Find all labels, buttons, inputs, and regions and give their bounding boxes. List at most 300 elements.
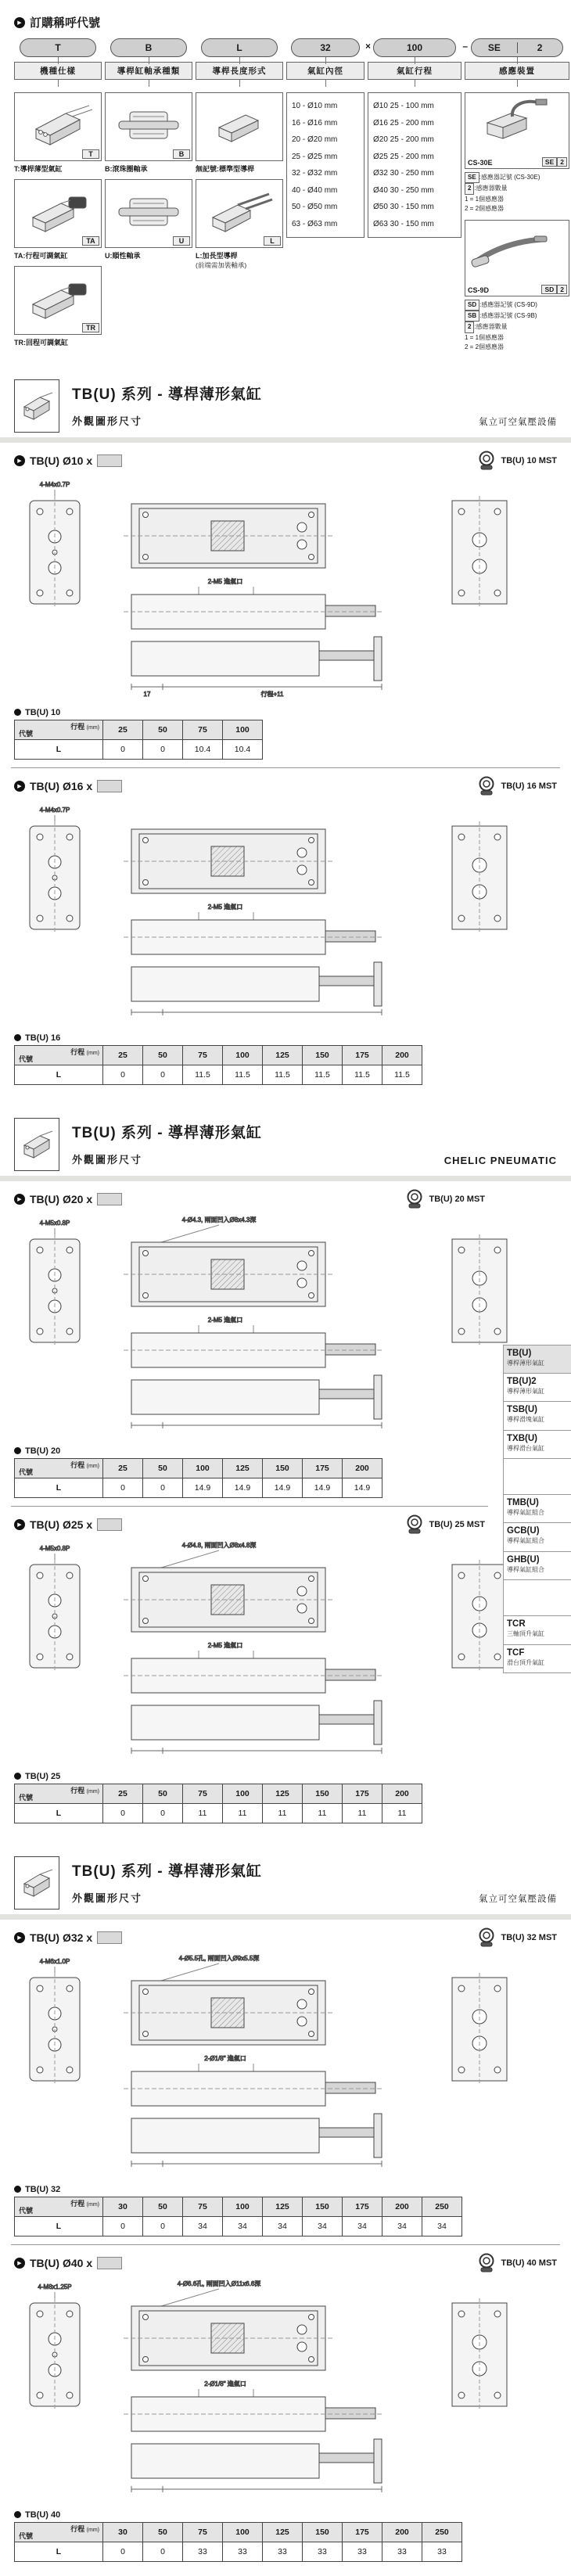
stroke-header-cell: 150 [303,1784,343,1803]
sidebar-spacer [504,1579,571,1615]
bearing-icon [113,188,185,240]
option-list-item: Ø16 25 - 200 mm [373,118,434,128]
option-list-item: Ø50 30 - 150 mm [373,203,434,211]
stroke-header-cell: 75 [183,2522,223,2542]
value-cell: 11 [183,1803,223,1823]
dimension-drawing [14,472,557,699]
option-image-box [14,92,102,161]
svg-text:4-M4x0.7P: 4-M4x0.7P [39,480,70,488]
sensor-note-line: 1 = 1個感應器 [465,333,505,341]
table-title-label: TB(U) 16 [25,1033,61,1043]
option-tag: B [173,149,190,159]
table-title-label: TB(U) 20 [25,1446,61,1456]
value-cell: 33 [263,2542,303,2561]
size-heading-label: TB(U) Ø32 x [30,1931,93,1944]
connector-line [325,80,326,87]
stroke-header-cell: 100 [223,1784,263,1803]
option-caption: T:導桿薄型氣缸 [14,165,63,173]
sidebar-tab-code: TB(U)2 [507,1376,537,1386]
table-header-row [15,1045,422,1065]
stroke-header-cell: 75 [183,720,223,739]
stroke-header-cell: 75 [183,1784,223,1803]
diag-bottom-label: 代號 [19,1793,34,1802]
stroke-header-cell: 30 [103,2197,143,2216]
order-pill-wrap [368,38,468,62]
row-label-cell: L [15,2216,103,2236]
sidebar-tab-code: GHB(U) [507,1554,540,1565]
sensor-tag: SD 2 [541,285,567,294]
section-bullet-icon: ▶ [14,1519,25,1530]
page-subtitle: 外觀圖形尺寸 [72,1153,143,1166]
table-header-row [15,1784,422,1803]
stroke-header-cell: 50 [143,1458,183,1478]
order-code-pill: B [110,38,187,57]
sensor-note-key: SD [465,300,479,311]
value-cell: 33 [183,2542,223,2561]
sidebar-tab-desc: 滑台頂升氣缸 [507,1658,544,1666]
value-cell: 0 [103,2216,143,2236]
diag-top-label: 行程 (mm) [70,1047,99,1056]
table-header-diagonal [15,1045,103,1065]
table-header-row [15,1458,382,1478]
stroke-header-cell: 50 [143,2522,183,2542]
page-corner-text: 氣立可空氣壓設備 [479,417,557,427]
option-list [286,92,365,238]
table-title [14,708,557,717]
value-cell: 0 [143,1478,183,1497]
sidebar-tab-tsbu [504,1401,571,1429]
stroke-header-cell: 150 [303,2197,343,2216]
cylinder-adjust-icon [22,275,94,327]
table-value-row [15,1478,382,1497]
sidebar-tab-desc: 導桿氣缸組合 [507,1509,544,1517]
stroke-header-cell: 125 [263,1784,303,1803]
svg-text:17: 17 [143,690,151,698]
sensor-mount-badge [404,1514,486,1535]
option-tag: TR [82,323,99,332]
sensor-mount-icon [476,2253,497,2273]
value-cell: 11 [343,1803,382,1823]
stroke-header-cell: 50 [143,1045,183,1065]
series-thumbnail-icon [20,1125,54,1164]
sensor-notes [465,172,569,214]
sidebar-tab-tbu2 [504,1373,571,1401]
diag-top-label: 行程 (mm) [70,1786,99,1795]
section-divider [11,2244,560,2245]
sensor-mount-badge [404,1189,486,1209]
sensor-model-label: CS-30E [468,159,493,167]
value-cell: 11.5 [343,1065,382,1084]
dimension-drawing [14,798,557,1025]
sidebar-tab-gcbu [504,1522,571,1550]
table-value-row [15,1803,422,1823]
table-title [14,2510,557,2520]
page-main [14,451,557,1085]
value-cell: 34 [382,2216,422,2236]
size-heading-label: TB(U) Ø20 x [30,1192,93,1205]
stroke-header-cell: 200 [382,2197,422,2216]
sensor-mount-badge-label: TB(U) 16 MST [501,781,557,791]
page-subtitle: 外觀圖形尺寸 [72,1892,143,1904]
stroke-header-cell: 150 [303,2522,343,2542]
section-divider [11,767,560,768]
order-pill-wrap [286,38,371,62]
sidebar-tab-desc: 導桿氣缸組合 [507,1537,544,1545]
page-header-titles [72,1856,262,1905]
svg-text:4-M5x0.8P: 4-M5x0.8P [39,1544,70,1552]
option-list-item: Ø40 30 - 250 mm [373,185,434,195]
sensor-mount-badge-label: TB(U) 32 MST [501,1932,557,1942]
table-bullet-icon [14,1773,21,1780]
value-cell: 34 [422,2216,462,2236]
option-list-item: 63 - Ø63 mm [292,219,338,228]
option-tag: U [173,236,190,246]
option-list-item: 16 - Ø16 mm [292,118,338,128]
value-cell: 0 [103,1065,143,1084]
diag-top-label: 行程 (mm) [70,2199,99,2208]
row-label-cell: L [15,2542,103,2561]
sensor-mount-badge-label: TB(U) 40 MST [501,2258,557,2268]
value-cell: 10.4 [183,739,223,759]
table-value-row [15,2216,462,2236]
series-thumbnail-icon [20,386,54,426]
sensor-note-line: 2 :感應器數量 [465,183,569,194]
dimension-drawing [14,1211,557,1438]
value-cell: 33 [223,2542,263,2561]
sensor-note-line: SB :感應器記號 (CS-9B) [465,311,569,322]
sidebar-tab-desc: 導桿薄形氣缸 [507,1359,544,1367]
stroke-header-cell: 25 [103,1784,143,1803]
svg-text:4-Ø5.5孔, 兩面凹入Ø9x5.5深: 4-Ø5.5孔, 兩面凹入Ø9x5.5深 [178,1954,260,1962]
order-code-section [0,0,571,361]
page-header [14,1118,557,1171]
value-cell: 11.5 [382,1065,422,1084]
page-header-icon-box [14,1118,59,1171]
svg-text:2-M5 進氣口: 2-M5 進氣口 [207,1316,243,1324]
sensor-image-box [465,220,569,296]
table-value-row [15,1065,422,1084]
sensor-mount-icon [476,1928,497,1948]
sensor-mount-badge-label: TB(U) 25 MST [429,1519,485,1529]
sensor-notes [465,300,569,353]
diag-bottom-label: 代號 [19,2531,34,2540]
stroke-placeholder-box [97,1931,122,1944]
table-title-label: TB(U) 10 [25,707,61,717]
sensor-note-line: SD :感應器記號 (CS-9D) [465,300,569,311]
page-header-titles [72,379,262,428]
option-list-item: 40 - Ø40 mm [292,185,338,195]
series-page-3 [0,1838,571,2576]
stroke-header-cell: 250 [422,2197,462,2216]
section-bullet-icon: ▶ [14,17,25,28]
stroke-header-cell: 50 [143,720,183,739]
size-heading-label: TB(U) Ø25 x [30,1518,93,1531]
stroke-header-cell: 25 [103,1458,143,1478]
size-section-heading [14,1514,485,1535]
drawing-area [14,798,557,1029]
sidebar-tab-txbu [504,1430,571,1458]
order-pill-wrap [105,38,192,62]
sensor-mount-icon [476,776,497,796]
series-pages [0,361,571,2576]
option-image-box [14,266,102,335]
table-title-label: TB(U) 40 [25,2510,61,2520]
stroke-header-cell: 100 [183,1458,223,1478]
option-caption: TR:回程可調氣缸 [14,339,68,347]
value-cell: 11.5 [183,1065,223,1084]
dimension-table [14,1458,382,1498]
section-bullet-icon: ▶ [14,781,25,792]
sidebar-tab-code: TCR [507,1619,526,1629]
diag-bottom-label: 代號 [19,1468,34,1476]
page-main [14,1189,557,1823]
field-label: 導桿長度形式 [196,62,283,80]
option-image-box [14,179,102,248]
value-cell: 10.4 [223,739,263,759]
table-title-label: TB(U) 25 [25,1771,61,1781]
dimension-drawing [14,2275,557,2502]
row-label-cell: L [15,1065,103,1084]
field-label: 氣缸行程 [368,62,461,80]
order-pill-wrap [196,38,283,62]
value-cell: 14.9 [303,1478,343,1497]
sidebar-tab-code: GCB(U) [507,1526,540,1536]
sidebar-tab-tbu [504,1345,571,1373]
row-label-cell: L [15,1803,103,1823]
order-pill-wrap [14,38,102,62]
stroke-placeholder-box [97,1193,122,1205]
series-page-1 [0,361,571,1099]
table-title-label: TB(U) 32 [25,2184,61,2194]
table-title [14,1772,485,1781]
svg-text:4-M8x1.25P: 4-M8x1.25P [38,2283,72,2290]
stroke-header-cell: 25 [103,720,143,739]
stroke-header-cell: 175 [343,2197,382,2216]
section-bullet-icon: ▶ [14,455,25,466]
value-cell: 11 [263,1803,303,1823]
value-cell: 14.9 [263,1478,303,1497]
option-tag: L [264,236,281,246]
page-title: TB(U) 系列 - 導桿薄形氣缸 [72,386,262,403]
option-list-item: 50 - Ø50 mm [292,203,338,211]
rod-standard-icon [203,101,275,153]
stroke-header-cell: 125 [263,2522,303,2542]
option-list-item: Ø25 25 - 200 mm [373,152,434,161]
value-cell: 11.5 [223,1065,263,1084]
option-list-item: 32 - Ø32 mm [292,169,338,178]
sensor-cs30e-icon [465,138,551,151]
dimension-table [14,720,263,760]
option-list-item: Ø20 25 - 200 mm [373,135,434,144]
value-cell: 14.9 [223,1478,263,1497]
value-cell: 0 [143,1065,183,1084]
order-column-6 [465,62,569,357]
stroke-placeholder-box [97,454,122,467]
series-page-2 [0,1099,571,1838]
sensor-mount-icon [476,451,497,471]
sensor-image-box [465,92,569,169]
stroke-header-cell: 125 [263,1045,303,1065]
field-label: 氣缸內徑 [286,62,365,80]
value-cell: 0 [103,1478,143,1497]
connector-line [58,80,59,87]
page-corner-text: 氣立可空氣壓設備 [479,1894,557,1904]
stroke-header-cell: 125 [223,1458,263,1478]
order-pill-wrap [465,38,569,62]
cylinder-iso-icon [22,101,94,153]
sensor-note-key: SB [465,311,479,322]
table-bullet-icon [14,709,21,716]
section-bullet-icon: ▶ [14,1932,25,1943]
value-cell: 11.5 [303,1065,343,1084]
table-value-row [15,739,263,759]
table-header-row [15,2197,462,2216]
value-cell: 0 [103,1803,143,1823]
value-cell: 33 [343,2542,382,2561]
page-header-icon-box [14,379,59,433]
table-bullet-icon [14,1034,21,1041]
sensor-mount-badge-label: TB(U) 10 MST [501,455,557,465]
table-bullet-icon [14,1447,21,1454]
order-column-5 [368,62,461,357]
sidebar-tab-desc: 導桿滑塊氣缸 [507,1416,544,1424]
order-column-1 [14,62,102,357]
dimension-drawing [14,1536,557,1763]
stroke-header-cell: 250 [422,2522,462,2542]
drawing-area [14,1536,485,1767]
drawing-area [14,1949,557,2180]
order-code-pill: L [201,38,278,57]
table-header-row [15,2522,462,2542]
connector-line [325,57,326,64]
value-cell: 14.9 [343,1478,382,1497]
svg-text:4-Ø6.6孔, 兩面凹入Ø11x6.6深: 4-Ø6.6孔, 兩面凹入Ø11x6.6深 [177,2280,261,2287]
connector-line [517,57,518,64]
diag-bottom-label: 代號 [19,2206,34,2215]
order-column-4 [286,62,365,357]
stroke-header-cell: 200 [382,1045,422,1065]
svg-text:2-M5 進氣口: 2-M5 進氣口 [207,577,243,585]
sensor-mount-badge-label: TB(U) 20 MST [429,1194,485,1204]
sensor-note-line: 1 = 1個感應器 [465,195,505,203]
page-header-band [0,1176,571,1181]
table-header-diagonal [15,720,103,739]
value-cell: 33 [422,2542,462,2561]
sensor-mount-badge [476,451,558,471]
sensor-note-line: SE :感應器記號 (CS-30E) [465,172,569,183]
order-code-pill: T [20,38,96,57]
size-heading-label: TB(U) Ø10 x [30,454,93,467]
sensor-mount-icon [404,1189,426,1209]
sidebar-tab-desc: 導桿氣缸組合 [507,1565,544,1573]
connector-line [517,80,518,87]
option-list-item: Ø32 30 - 250 mm [373,169,434,178]
stroke-header-cell: 175 [343,1784,382,1803]
sidebar-tab-desc: 三軸頂升氣缸 [507,1630,544,1638]
stroke-placeholder-box [97,1518,122,1531]
order-pill-text: SE [472,42,517,53]
sensor-model-label: CS-9D [468,286,490,294]
option-image-box [105,179,192,248]
stroke-header-cell: 50 [143,2197,183,2216]
diag-bottom-label: 代號 [19,1054,34,1063]
option-caption: TA:行程可調氣缸 [14,252,68,260]
table-header-diagonal [15,2197,103,2216]
table-header-diagonal [15,1458,103,1478]
stroke-header-cell: 200 [382,2522,422,2542]
value-cell: 34 [263,2216,303,2236]
svg-text:行程+11: 行程+11 [260,690,284,698]
value-cell: 0 [103,739,143,759]
sensor-cs9d-icon [465,265,551,278]
field-label: 導桿缸軸承種類 [105,62,192,80]
table-value-row [15,2542,462,2561]
value-cell: 11 [223,1803,263,1823]
field-label: 機種仕樣 [14,62,102,80]
value-cell: 0 [143,1803,183,1823]
stroke-header-cell: 175 [303,1458,343,1478]
option-image-box [196,179,283,248]
stroke-header-cell: 25 [103,1045,143,1065]
sidebar-tab-desc: 導桿薄形氣缸 [507,1387,544,1395]
dimension-table [14,1784,422,1823]
cylinder-adjust-icon [22,188,94,240]
option-list-item: Ø63 30 - 150 mm [373,219,434,228]
sidebar-spacer [504,1458,571,1494]
size-heading-label: TB(U) Ø16 x [30,779,93,792]
stroke-header-cell: 175 [343,1045,382,1065]
sensor-mount-badge [476,776,558,796]
order-option-columns [14,62,564,357]
stroke-header-cell: 100 [223,2522,263,2542]
stroke-header-cell: 100 [223,720,263,739]
value-cell: 33 [303,2542,343,2561]
sensor-tag: SE 2 [542,157,567,167]
page-header-band [0,1914,571,1920]
diag-bottom-label: 代號 [19,729,34,738]
value-cell: 0 [143,2542,183,2561]
row-label-cell: L [15,1478,103,1497]
value-cell: 34 [223,2216,263,2236]
svg-text:2-M5 進氣口: 2-M5 進氣口 [207,903,243,911]
page-main [14,1928,557,2562]
stroke-header-cell: 100 [223,1045,263,1065]
size-section-heading [14,2253,557,2273]
page-header [14,379,557,433]
value-cell: 0 [143,739,183,759]
value-cell: 14.9 [183,1478,223,1497]
order-column-2 [105,62,192,357]
table-title [14,1446,485,1456]
sensor-note-line: 2 = 2個感應器 [465,343,505,351]
connector-line [58,57,59,64]
sensor-note-key: 2 [465,183,474,194]
table-title [14,1033,557,1043]
sensor-note-line: 2 = 2個感應器 [465,205,505,213]
page-corner-text: CHELIC PNEUMATIC [444,1154,557,1166]
stroke-header-cell: 200 [382,1784,422,1803]
drawing-area [14,1211,485,1442]
section-bullet-icon: ▶ [14,1194,25,1205]
table-header-row [15,720,263,739]
table-bullet-icon [14,2186,21,2193]
size-section-heading [14,1189,485,1209]
stroke-header-cell: 125 [263,2197,303,2216]
sensor-note-key: SE [465,172,479,183]
sensor-note-key: 2 [465,322,474,332]
stroke-header-cell: 175 [343,2522,382,2542]
option-list-item: 10 - Ø10 mm [292,102,338,110]
